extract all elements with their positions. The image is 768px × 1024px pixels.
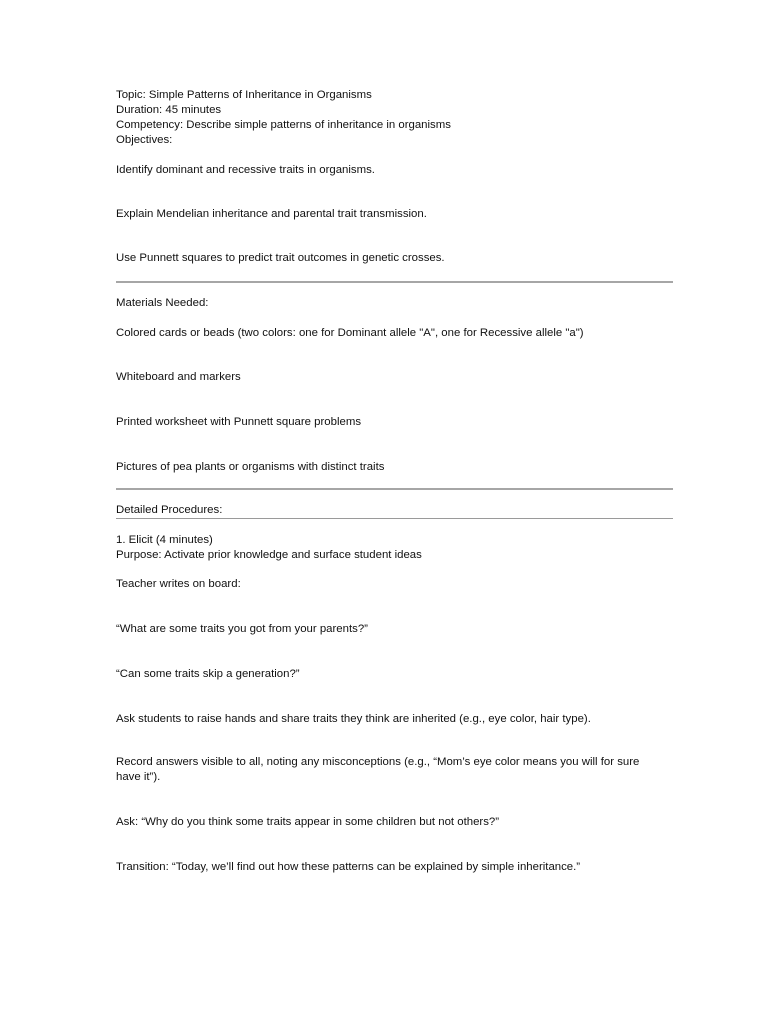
materials-heading: Materials Needed: (116, 297, 209, 309)
procedure-step: Ask students to raise hands and share traits they think are inherited (e.g., eye color, hair type). (116, 713, 591, 725)
elicit-purpose: Purpose: Activate prior knowledge and surface student ideas (116, 549, 422, 561)
board-intro: Teacher writes on board: (116, 578, 241, 590)
board-question: “What are some traits you got from your parents?” (116, 623, 368, 635)
duration-line: Duration: 45 minutes (116, 104, 222, 116)
procedures-heading: Detailed Procedures: (116, 504, 223, 516)
materials-item: Colored cards or beads (two colors: one for Dominant allele "A", one for Recessive allele "a") (116, 327, 584, 339)
procedure-step: Record answers visible to all, noting any misconceptions (e.g., “Mom’s eye color means you will for sure have it”). (116, 756, 640, 783)
competency-line: Competency: Describe simple patterns of inheritance in organisms (116, 119, 451, 131)
procedure-step: Transition: “Today, we’ll find out how these patterns can be explained by simple inheritance.” (116, 861, 581, 873)
section-divider (116, 488, 673, 490)
procedure-step: Ask: “Why do you think some traits appear in some children but not others?” (116, 816, 500, 828)
objective-item: Use Punnett squares to predict trait outcomes in genetic crosses. (116, 252, 445, 264)
objective-item: Identify dominant and recessive traits in organisms. (116, 164, 375, 176)
materials-item: Printed worksheet with Punnett square problems (116, 416, 362, 428)
section-divider (116, 281, 673, 283)
materials-item: Whiteboard and markers (116, 371, 241, 383)
heading-underline (116, 518, 673, 519)
objective-item: Explain Mendelian inheritance and parental trait transmission. (116, 208, 427, 220)
materials-item: Pictures of pea plants or organisms with distinct traits (116, 461, 385, 473)
topic-line: Topic: Simple Patterns of Inheritance in Organisms (116, 89, 372, 101)
elicit-title: 1. Elicit (4 minutes) (116, 534, 213, 546)
board-question: “Can some traits skip a generation?” (116, 668, 300, 680)
objectives-heading: Objectives: (116, 134, 173, 146)
